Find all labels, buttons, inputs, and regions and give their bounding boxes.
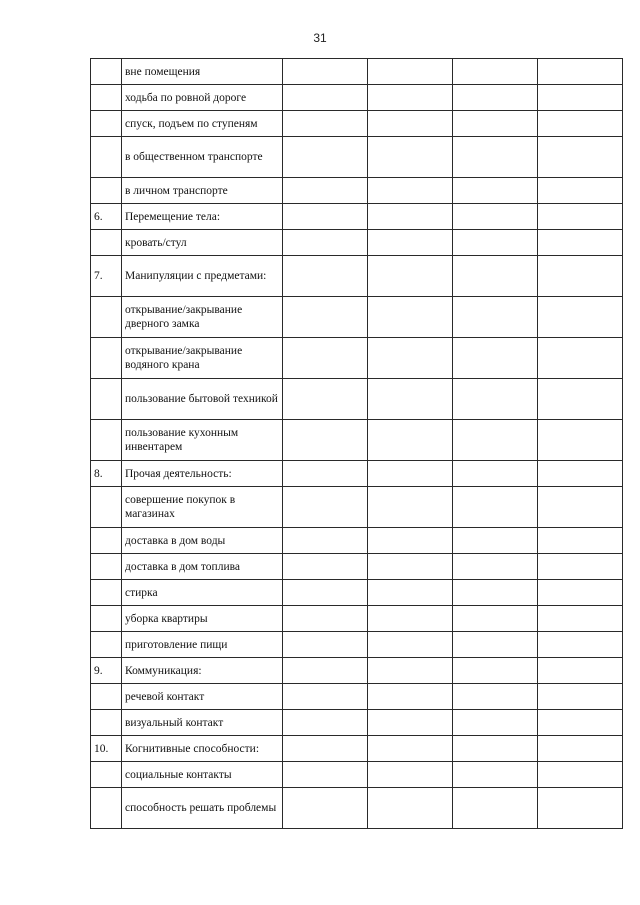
row-number-cell xyxy=(91,85,122,111)
table-row xyxy=(91,85,623,111)
empty-value-cell[interactable] xyxy=(538,338,623,379)
empty-value-cell[interactable] xyxy=(538,420,623,461)
row-number-cell xyxy=(91,710,122,736)
empty-value-cell[interactable] xyxy=(283,606,368,632)
empty-value-cell[interactable] xyxy=(453,606,538,632)
empty-value-cell[interactable] xyxy=(538,297,623,338)
row-number-cell: 6. xyxy=(91,204,122,230)
empty-value-cell[interactable] xyxy=(368,230,453,256)
row-number-cell xyxy=(91,338,122,379)
empty-value-cell[interactable] xyxy=(283,230,368,256)
row-label-cell: уборка квартиры xyxy=(122,606,283,632)
empty-value-cell[interactable] xyxy=(368,379,453,420)
empty-value-cell[interactable] xyxy=(283,111,368,137)
empty-value-cell[interactable] xyxy=(283,710,368,736)
row-label-cell: способность решать проблемы xyxy=(122,788,283,829)
row-label-cell: ходьба по ровной дороге xyxy=(122,85,283,111)
row-label-cell: в общественном транспорте xyxy=(122,137,283,178)
table-row xyxy=(91,554,623,580)
empty-value-cell[interactable] xyxy=(453,297,538,338)
empty-value-cell[interactable] xyxy=(283,256,368,297)
empty-value-cell[interactable] xyxy=(453,338,538,379)
row-label-cell: в личном транспорте xyxy=(122,178,283,204)
empty-value-cell[interactable] xyxy=(283,632,368,658)
empty-value-cell[interactable] xyxy=(283,338,368,379)
row-number-cell xyxy=(91,684,122,710)
empty-value-cell[interactable] xyxy=(283,461,368,487)
table-row xyxy=(91,528,623,554)
empty-value-cell[interactable] xyxy=(453,710,538,736)
row-label-cell: Когнитивные способности: xyxy=(122,736,283,762)
row-number-cell xyxy=(91,632,122,658)
row-number-cell xyxy=(91,111,122,137)
empty-value-cell[interactable] xyxy=(283,736,368,762)
table-row xyxy=(91,297,623,338)
table-row xyxy=(91,580,623,606)
empty-value-cell[interactable] xyxy=(453,736,538,762)
empty-value-cell[interactable] xyxy=(453,554,538,580)
empty-value-cell[interactable] xyxy=(453,788,538,829)
row-label-cell: Коммуникация: xyxy=(122,658,283,684)
row-number-cell xyxy=(91,230,122,256)
table-row xyxy=(91,137,623,178)
table-row xyxy=(91,658,623,684)
row-number-cell xyxy=(91,606,122,632)
row-number-cell xyxy=(91,528,122,554)
row-number-cell: 9. xyxy=(91,658,122,684)
row-number-cell xyxy=(91,420,122,461)
empty-value-cell[interactable] xyxy=(538,736,623,762)
table-row xyxy=(91,632,623,658)
empty-value-cell[interactable] xyxy=(453,684,538,710)
empty-value-cell[interactable] xyxy=(368,137,453,178)
row-label-cell: спуск, подъем по ступеням xyxy=(122,111,283,137)
row-label-cell: открывание/закрывание водяного крана xyxy=(122,338,283,379)
table-row xyxy=(91,111,623,137)
empty-value-cell[interactable] xyxy=(368,762,453,788)
empty-value-cell[interactable] xyxy=(368,528,453,554)
empty-value-cell[interactable] xyxy=(453,111,538,137)
empty-value-cell[interactable] xyxy=(538,632,623,658)
empty-value-cell[interactable] xyxy=(538,554,623,580)
empty-value-cell[interactable] xyxy=(538,684,623,710)
row-label-cell: совершение покупок в магазинах xyxy=(122,487,283,528)
row-label-cell: открывание/закрывание дверного замка xyxy=(122,297,283,338)
empty-value-cell[interactable] xyxy=(538,461,623,487)
empty-value-cell[interactable] xyxy=(453,85,538,111)
table-row xyxy=(91,338,623,379)
empty-value-cell[interactable] xyxy=(453,59,538,85)
empty-value-cell[interactable] xyxy=(538,606,623,632)
empty-value-cell[interactable] xyxy=(283,658,368,684)
page-number: 31 xyxy=(313,31,327,45)
table-row xyxy=(91,204,623,230)
table-row xyxy=(91,788,623,829)
empty-value-cell[interactable] xyxy=(538,788,623,829)
empty-value-cell[interactable] xyxy=(283,85,368,111)
empty-value-cell[interactable] xyxy=(453,528,538,554)
empty-value-cell[interactable] xyxy=(283,528,368,554)
table-row xyxy=(91,684,623,710)
empty-value-cell[interactable] xyxy=(453,658,538,684)
empty-value-cell[interactable] xyxy=(538,59,623,85)
table-row xyxy=(91,379,623,420)
empty-value-cell[interactable] xyxy=(538,658,623,684)
empty-value-cell[interactable] xyxy=(453,230,538,256)
empty-value-cell[interactable] xyxy=(453,762,538,788)
empty-value-cell[interactable] xyxy=(283,420,368,461)
empty-value-cell[interactable] xyxy=(283,554,368,580)
empty-value-cell[interactable] xyxy=(538,528,623,554)
row-label-cell: Перемещение тела: xyxy=(122,204,283,230)
table-row xyxy=(91,487,623,528)
row-label-cell: приготовление пищи xyxy=(122,632,283,658)
empty-value-cell[interactable] xyxy=(538,580,623,606)
table-row xyxy=(91,710,623,736)
row-number-cell xyxy=(91,379,122,420)
empty-value-cell[interactable] xyxy=(368,684,453,710)
table-body xyxy=(91,59,623,829)
empty-value-cell[interactable] xyxy=(453,204,538,230)
empty-value-cell[interactable] xyxy=(453,178,538,204)
empty-value-cell[interactable] xyxy=(368,59,453,85)
row-label-cell: вне помещения xyxy=(122,59,283,85)
empty-value-cell[interactable] xyxy=(368,658,453,684)
empty-value-cell[interactable] xyxy=(538,111,623,137)
empty-value-cell[interactable] xyxy=(283,379,368,420)
empty-value-cell[interactable] xyxy=(368,606,453,632)
empty-value-cell[interactable] xyxy=(368,178,453,204)
row-number-cell xyxy=(91,178,122,204)
empty-value-cell[interactable] xyxy=(453,137,538,178)
row-number-cell xyxy=(91,580,122,606)
empty-value-cell[interactable] xyxy=(368,736,453,762)
row-number-cell: 7. xyxy=(91,256,122,297)
empty-value-cell[interactable] xyxy=(538,762,623,788)
empty-value-cell[interactable] xyxy=(368,580,453,606)
empty-value-cell[interactable] xyxy=(538,256,623,297)
row-label-cell: визуальный контакт xyxy=(122,710,283,736)
row-number-cell xyxy=(91,297,122,338)
row-number-cell xyxy=(91,788,122,829)
table-row xyxy=(91,256,623,297)
empty-value-cell[interactable] xyxy=(453,420,538,461)
table-row xyxy=(91,59,623,85)
table-row xyxy=(91,606,623,632)
empty-value-cell[interactable] xyxy=(283,788,368,829)
empty-value-cell[interactable] xyxy=(453,256,538,297)
empty-value-cell[interactable] xyxy=(283,204,368,230)
table-row xyxy=(91,762,623,788)
empty-value-cell[interactable] xyxy=(538,85,623,111)
empty-value-cell[interactable] xyxy=(538,710,623,736)
empty-value-cell[interactable] xyxy=(368,297,453,338)
row-label-cell: стирка xyxy=(122,580,283,606)
empty-value-cell[interactable] xyxy=(538,487,623,528)
row-number-cell: 10. xyxy=(91,736,122,762)
row-number-cell: 8. xyxy=(91,461,122,487)
empty-value-cell[interactable] xyxy=(283,684,368,710)
row-number-cell xyxy=(91,554,122,580)
row-label-cell: Манипуляции с предметами: xyxy=(122,256,283,297)
empty-value-cell[interactable] xyxy=(368,788,453,829)
table-row xyxy=(91,736,623,762)
row-label-cell: социальные контакты xyxy=(122,762,283,788)
empty-value-cell[interactable] xyxy=(368,554,453,580)
empty-value-cell[interactable] xyxy=(368,710,453,736)
empty-value-cell[interactable] xyxy=(538,379,623,420)
assessment-table xyxy=(90,58,623,829)
empty-value-cell[interactable] xyxy=(368,487,453,528)
table-row xyxy=(91,178,623,204)
empty-value-cell[interactable] xyxy=(453,379,538,420)
empty-value-cell[interactable] xyxy=(283,137,368,178)
empty-value-cell[interactable] xyxy=(368,111,453,137)
empty-value-cell[interactable] xyxy=(368,461,453,487)
row-label-cell: пользование бытовой техникой xyxy=(122,379,283,420)
row-label-cell: речевой контакт xyxy=(122,684,283,710)
row-number-cell xyxy=(91,762,122,788)
empty-value-cell[interactable] xyxy=(368,85,453,111)
empty-value-cell[interactable] xyxy=(368,338,453,379)
empty-value-cell[interactable] xyxy=(283,59,368,85)
table-row xyxy=(91,420,623,461)
empty-value-cell[interactable] xyxy=(283,762,368,788)
empty-value-cell[interactable] xyxy=(453,461,538,487)
empty-value-cell[interactable] xyxy=(453,632,538,658)
empty-value-cell[interactable] xyxy=(368,420,453,461)
empty-value-cell[interactable] xyxy=(538,137,623,178)
empty-value-cell[interactable] xyxy=(368,632,453,658)
empty-value-cell[interactable] xyxy=(538,204,623,230)
table-row xyxy=(91,230,623,256)
empty-value-cell[interactable] xyxy=(368,256,453,297)
empty-value-cell[interactable] xyxy=(453,487,538,528)
empty-value-cell[interactable] xyxy=(368,204,453,230)
row-label-cell: пользование кухонным инвентарем xyxy=(122,420,283,461)
empty-value-cell[interactable] xyxy=(538,178,623,204)
row-label-cell: доставка в дом топлива xyxy=(122,554,283,580)
table-row xyxy=(91,461,623,487)
empty-value-cell[interactable] xyxy=(283,487,368,528)
row-label-cell: Прочая деятельность: xyxy=(122,461,283,487)
empty-value-cell[interactable] xyxy=(538,230,623,256)
empty-value-cell[interactable] xyxy=(283,178,368,204)
empty-value-cell[interactable] xyxy=(283,297,368,338)
empty-value-cell[interactable] xyxy=(453,580,538,606)
row-label-cell: доставка в дом воды xyxy=(122,528,283,554)
row-number-cell xyxy=(91,59,122,85)
row-label-cell: кровать/стул xyxy=(122,230,283,256)
empty-value-cell[interactable] xyxy=(283,580,368,606)
row-number-cell xyxy=(91,487,122,528)
row-number-cell xyxy=(91,137,122,178)
